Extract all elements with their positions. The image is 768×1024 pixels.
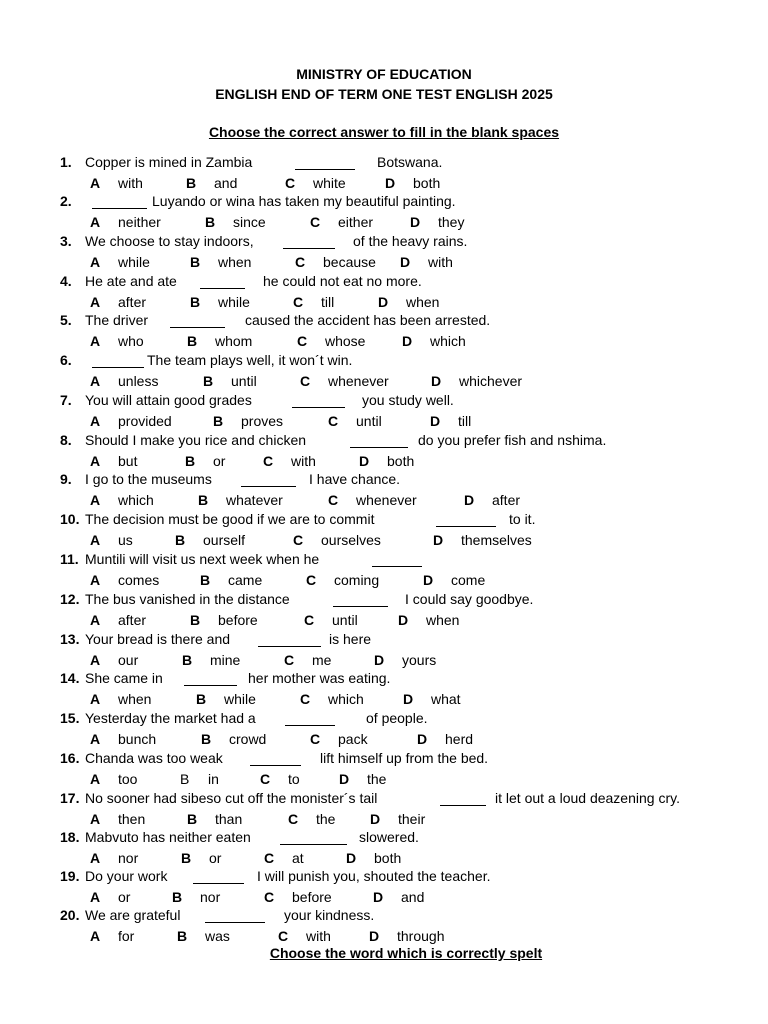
option-text-c: whenever — [356, 492, 417, 508]
question-4 — [60, 273, 760, 310]
option-text-d: which — [430, 333, 466, 349]
answer-blank — [184, 685, 237, 686]
option-text-c: with — [291, 453, 316, 469]
option-letter-d: D — [410, 214, 421, 230]
question-number: 20. — [60, 907, 80, 923]
question-text-after: The team plays well, it won´t win. — [147, 352, 353, 368]
question-number: 14. — [60, 670, 80, 686]
options-row — [60, 413, 740, 431]
question-number: 6. — [60, 352, 72, 368]
options-row — [60, 928, 740, 946]
option-letter-b: B — [187, 333, 198, 349]
option-text-a: after — [118, 294, 147, 310]
section-instruction: Choose the correct answer to fill in the blank spaces — [208, 124, 560, 140]
option-letter-a: A — [90, 373, 101, 389]
question-text-after: it let out a loud deazening cry. — [495, 790, 680, 806]
option-text-c: me — [312, 652, 332, 668]
question-text-before: We are grateful — [85, 907, 181, 923]
option-letter-a: A — [90, 889, 101, 905]
option-letter-b: B — [205, 214, 216, 230]
option-letter-d: D — [423, 572, 434, 588]
option-letter-c: C — [264, 889, 275, 905]
option-letter-c: C — [293, 294, 304, 310]
option-text-c: either — [338, 214, 374, 230]
option-letter-d: D — [370, 811, 381, 827]
option-letter-d: D — [385, 175, 396, 191]
options-row — [60, 453, 740, 471]
option-text-b: came — [228, 572, 263, 588]
answer-blank — [280, 844, 347, 845]
option-letter-a: A — [90, 294, 101, 310]
option-letter-b: B — [182, 652, 193, 668]
option-letter-a: A — [90, 413, 101, 429]
option-text-b: when — [218, 254, 252, 270]
option-text-c: ourselves — [321, 532, 381, 548]
question-text-after: I will punish you, shouted the teacher. — [257, 868, 491, 884]
question-text-before: No sooner had sibeso cut off the monister´s tail — [85, 790, 378, 806]
question-text-after: you study well. — [362, 392, 454, 408]
option-text-b: while — [224, 691, 256, 707]
answer-blank — [250, 765, 301, 766]
options-row — [60, 572, 740, 590]
option-text-d: come — [451, 572, 486, 588]
option-text-b: in — [208, 771, 219, 787]
option-letter-c: C — [304, 612, 315, 628]
option-letter-d: D — [403, 691, 414, 707]
option-letter-c: C — [300, 691, 311, 707]
option-text-b: and — [214, 175, 238, 191]
test-title: ENGLISH END OF TERM ONE TEST ENGLISH 2025 — [215, 86, 553, 102]
option-letter-a: A — [90, 214, 101, 230]
option-letter-c: C — [328, 413, 339, 429]
option-text-b: ourself — [203, 532, 246, 548]
question-number: 1. — [60, 154, 72, 170]
question-text-before: I go to the museums — [85, 471, 212, 487]
option-letter-d: D — [431, 373, 442, 389]
question-text-before: He ate and ate — [85, 273, 177, 289]
option-text-d: they — [438, 214, 465, 230]
options-row — [60, 532, 740, 550]
option-letter-a: A — [90, 850, 101, 866]
answer-blank — [193, 883, 244, 884]
option-text-c: whose — [325, 333, 366, 349]
option-letter-d: D — [359, 453, 370, 469]
option-letter-a: A — [90, 175, 101, 191]
question-text-before: Copper is mined in Zambia — [85, 154, 253, 170]
option-text-c: the — [316, 811, 336, 827]
option-letter-b: B — [196, 691, 207, 707]
option-letter-d: D — [398, 612, 409, 628]
option-letter-d: D — [464, 492, 475, 508]
question-text-after: lift himself up from the bed. — [320, 750, 489, 766]
option-text-a: then — [118, 811, 146, 827]
option-letter-a: A — [90, 532, 101, 548]
option-letter-b: B — [190, 612, 201, 628]
option-letter-d: D — [402, 333, 413, 349]
option-letter-d: D — [400, 254, 411, 270]
option-letter-a: A — [90, 612, 101, 628]
question-number: 12. — [60, 591, 80, 607]
answer-blank — [283, 248, 335, 249]
answer-blank — [241, 486, 296, 487]
options-row — [60, 492, 740, 510]
options-row — [60, 889, 740, 907]
question-text-after: slowered. — [359, 829, 419, 845]
option-text-b: before — [218, 612, 258, 628]
option-text-b: or — [209, 850, 222, 866]
option-text-c: until — [356, 413, 382, 429]
question-text-after: Luyando or wina has taken my beautiful painting. — [152, 193, 456, 209]
option-text-b: or — [213, 453, 226, 469]
answer-blank — [258, 646, 321, 647]
question-number: 3. — [60, 233, 72, 249]
question-number: 15. — [60, 710, 80, 726]
answer-blank — [440, 805, 486, 806]
option-letter-c: C — [263, 453, 274, 469]
answer-blank — [292, 407, 345, 408]
option-letter-a: A — [90, 254, 101, 270]
option-letter-d: D — [433, 532, 444, 548]
option-letter-c: C — [295, 254, 306, 270]
option-letter-d: D — [339, 771, 350, 787]
option-letter-b: B — [201, 731, 212, 747]
option-text-b: proves — [241, 413, 284, 429]
question-text-after: I could say goodbye. — [405, 591, 534, 607]
option-letter-c: C — [264, 850, 275, 866]
question-number: 2. — [60, 193, 72, 209]
option-letter-c: C — [300, 373, 311, 389]
question-text-before: We choose to stay indoors, — [85, 233, 254, 249]
option-text-d: till — [458, 413, 472, 429]
answer-blank — [205, 922, 265, 923]
option-text-c: coming — [334, 572, 380, 588]
options-row — [60, 294, 740, 312]
option-letter-b: B — [203, 373, 214, 389]
question-3 — [60, 233, 760, 270]
question-12 — [60, 591, 760, 628]
ministry-title: MINISTRY OF EDUCATION — [296, 66, 472, 82]
options-row — [60, 652, 740, 670]
option-letter-b: B — [175, 532, 186, 548]
option-letter-c: C — [297, 333, 308, 349]
option-text-b: whom — [215, 333, 253, 349]
question-15 — [60, 710, 760, 747]
option-letter-d: D — [417, 731, 428, 747]
question-17 — [60, 790, 760, 827]
question-text-before: Muntili will visit us next week when he — [85, 551, 320, 567]
question-number: 16. — [60, 750, 80, 766]
option-letter-b: B — [198, 492, 209, 508]
option-letter-b: B — [181, 850, 192, 866]
option-text-d: both — [374, 850, 402, 866]
option-text-d: with — [428, 254, 453, 270]
question-number: 4. — [60, 273, 72, 289]
option-letter-b: B — [187, 811, 198, 827]
option-letter-c: C — [310, 731, 321, 747]
option-text-c: with — [306, 928, 331, 944]
option-text-a: or — [118, 889, 131, 905]
option-text-a: nor — [118, 850, 139, 866]
option-text-d: both — [413, 175, 441, 191]
option-text-b: than — [215, 811, 243, 827]
option-text-d: yours — [402, 652, 437, 668]
option-text-a: provided — [118, 413, 172, 429]
option-letter-b: B — [190, 294, 201, 310]
option-text-d: when — [426, 612, 460, 628]
options-row — [60, 214, 740, 232]
question-18 — [60, 829, 760, 866]
option-text-a: but — [118, 453, 138, 469]
options-row — [60, 333, 740, 351]
question-text-after: your kindness. — [284, 907, 375, 923]
options-row — [60, 175, 740, 193]
options-row — [60, 811, 740, 829]
option-letter-b: B — [185, 453, 196, 469]
option-text-c: whenever — [328, 373, 389, 389]
question-7 — [60, 392, 760, 429]
answer-blank — [436, 526, 496, 527]
question-2 — [60, 193, 760, 230]
option-letter-b: B — [180, 771, 190, 787]
option-text-a: unless — [118, 373, 159, 389]
option-text-d: what — [431, 691, 461, 707]
question-1 — [60, 154, 760, 191]
question-text-after: to it. — [509, 511, 536, 527]
option-letter-c: C — [278, 928, 289, 944]
question-10 — [60, 511, 760, 548]
question-number: 9. — [60, 471, 72, 487]
option-text-a: which — [118, 492, 154, 508]
answer-blank — [333, 606, 388, 607]
option-letter-d: D — [373, 889, 384, 905]
option-text-c: at — [292, 850, 304, 866]
option-text-b: while — [218, 294, 250, 310]
question-text-before: Do your work — [85, 868, 168, 884]
option-text-a: neither — [118, 214, 161, 230]
option-text-a: comes — [118, 572, 160, 588]
option-letter-a: A — [90, 771, 101, 787]
option-letter-d: D — [369, 928, 380, 944]
options-row — [60, 771, 740, 789]
option-text-a: while — [118, 254, 150, 270]
option-letter-b: B — [213, 413, 224, 429]
next-section-heading: Choose the word which is correctly spelt — [269, 945, 543, 961]
option-letter-d: D — [374, 652, 385, 668]
question-text-after: he could not eat no more. — [263, 273, 422, 289]
option-letter-c: C — [285, 175, 296, 191]
answer-blank — [285, 725, 335, 726]
option-text-a: us — [118, 532, 133, 548]
question-number: 19. — [60, 868, 80, 884]
question-number: 18. — [60, 829, 80, 845]
option-letter-c: C — [288, 811, 299, 827]
question-8 — [60, 432, 760, 469]
options-row — [60, 731, 740, 749]
option-text-a: too — [118, 771, 138, 787]
option-letter-a: A — [90, 691, 101, 707]
question-6 — [60, 352, 760, 389]
option-text-d: and — [401, 889, 425, 905]
option-text-a: our — [118, 652, 139, 668]
question-text-before: Mabvuto has neither eaten — [85, 829, 251, 845]
option-letter-a: A — [90, 928, 101, 944]
option-letter-c: C — [260, 771, 271, 787]
question-number: 17. — [60, 790, 80, 806]
option-text-c: till — [321, 294, 335, 310]
answer-blank — [200, 288, 245, 289]
question-5 — [60, 312, 760, 349]
option-letter-d: D — [378, 294, 389, 310]
question-text-before: Your bread is there and — [85, 631, 231, 647]
option-text-a: bunch — [118, 731, 157, 747]
option-text-d: whichever — [459, 373, 523, 389]
option-text-c: because — [323, 254, 376, 270]
option-text-b: until — [231, 373, 257, 389]
question-number: 5. — [60, 312, 72, 328]
option-text-a: for — [118, 928, 135, 944]
question-text-after: do you prefer fish and nshima. — [418, 432, 607, 448]
question-text-before: She came in — [85, 670, 163, 686]
question-text-after: of the heavy rains. — [353, 233, 468, 249]
option-letter-b: B — [190, 254, 201, 270]
answer-blank — [350, 447, 408, 448]
options-row — [60, 254, 740, 272]
question-number: 10. — [60, 511, 80, 527]
question-text-before: Yesterday the market had a — [85, 710, 256, 726]
answer-blank — [295, 169, 355, 170]
question-text-before: The decision must be good if we are to commit — [85, 511, 375, 527]
option-text-d: after — [492, 492, 521, 508]
option-text-c: to — [288, 771, 300, 787]
question-19 — [60, 868, 760, 905]
answer-blank — [92, 367, 144, 368]
option-text-a: after — [118, 612, 147, 628]
option-text-c: white — [313, 175, 346, 191]
option-text-d: when — [406, 294, 440, 310]
option-text-d: both — [387, 453, 415, 469]
option-text-b: crowd — [229, 731, 267, 747]
option-text-a: who — [118, 333, 144, 349]
question-number: 7. — [60, 392, 72, 408]
option-text-b: was — [205, 928, 230, 944]
question-text-after: her mother was eating. — [248, 670, 391, 686]
option-text-d: themselves — [461, 532, 532, 548]
question-text-after: is here — [329, 631, 372, 647]
answer-blank — [92, 208, 147, 209]
option-letter-c: C — [284, 652, 295, 668]
options-row — [60, 691, 740, 709]
option-text-d: herd — [445, 731, 474, 747]
options-row — [60, 850, 740, 868]
option-letter-a: A — [90, 572, 101, 588]
option-letter-c: C — [306, 572, 317, 588]
option-letter-d: D — [346, 850, 357, 866]
option-text-c: before — [292, 889, 332, 905]
option-text-b: mine — [210, 652, 241, 668]
option-text-d: the — [367, 771, 387, 787]
question-13 — [60, 631, 760, 668]
option-text-d: through — [397, 928, 445, 944]
question-text-after: caused the accident has been arrested. — [245, 312, 491, 328]
option-letter-b: B — [200, 572, 211, 588]
option-text-a: when — [118, 691, 152, 707]
option-text-d: their — [398, 811, 426, 827]
option-text-c: which — [328, 691, 364, 707]
option-text-b: since — [233, 214, 266, 230]
question-11 — [60, 551, 760, 588]
option-text-b: nor — [200, 889, 221, 905]
option-letter-b: B — [177, 928, 188, 944]
option-letter-a: A — [90, 811, 101, 827]
answer-blank — [170, 327, 225, 328]
options-row — [60, 612, 740, 630]
question-text-before: Should I make you rice and chicken — [85, 432, 307, 448]
question-text-before: Chanda was too weak — [85, 750, 223, 766]
option-text-b: whatever — [226, 492, 283, 508]
question-number: 11. — [60, 551, 79, 567]
option-letter-a: A — [90, 731, 101, 747]
question-number: 8. — [60, 432, 72, 448]
question-20 — [60, 907, 760, 944]
question-text-after: of people. — [366, 710, 428, 726]
question-9 — [60, 471, 760, 508]
option-letter-b: B — [172, 889, 183, 905]
option-letter-a: A — [90, 333, 101, 349]
option-text-c: until — [332, 612, 358, 628]
option-letter-d: D — [430, 413, 441, 429]
question-text-before: You will attain good grades — [85, 392, 252, 408]
option-text-a: with — [118, 175, 143, 191]
question-number: 13. — [60, 631, 80, 647]
option-letter-a: A — [90, 652, 101, 668]
option-letter-c: C — [328, 492, 339, 508]
option-letter-c: C — [293, 532, 304, 548]
question-16 — [60, 750, 760, 787]
question-text-before: The bus vanished in the distance — [85, 591, 290, 607]
question-text-after: Botswana. — [377, 154, 443, 170]
question-text-before: The driver — [85, 312, 149, 328]
answer-blank — [372, 566, 422, 567]
option-letter-c: C — [310, 214, 321, 230]
options-row — [60, 373, 740, 391]
option-letter-a: A — [90, 453, 101, 469]
option-letter-b: B — [186, 175, 197, 191]
option-text-c: pack — [338, 731, 368, 747]
question-14 — [60, 670, 760, 707]
option-letter-a: A — [90, 492, 101, 508]
question-text-after: I have chance. — [309, 471, 401, 487]
